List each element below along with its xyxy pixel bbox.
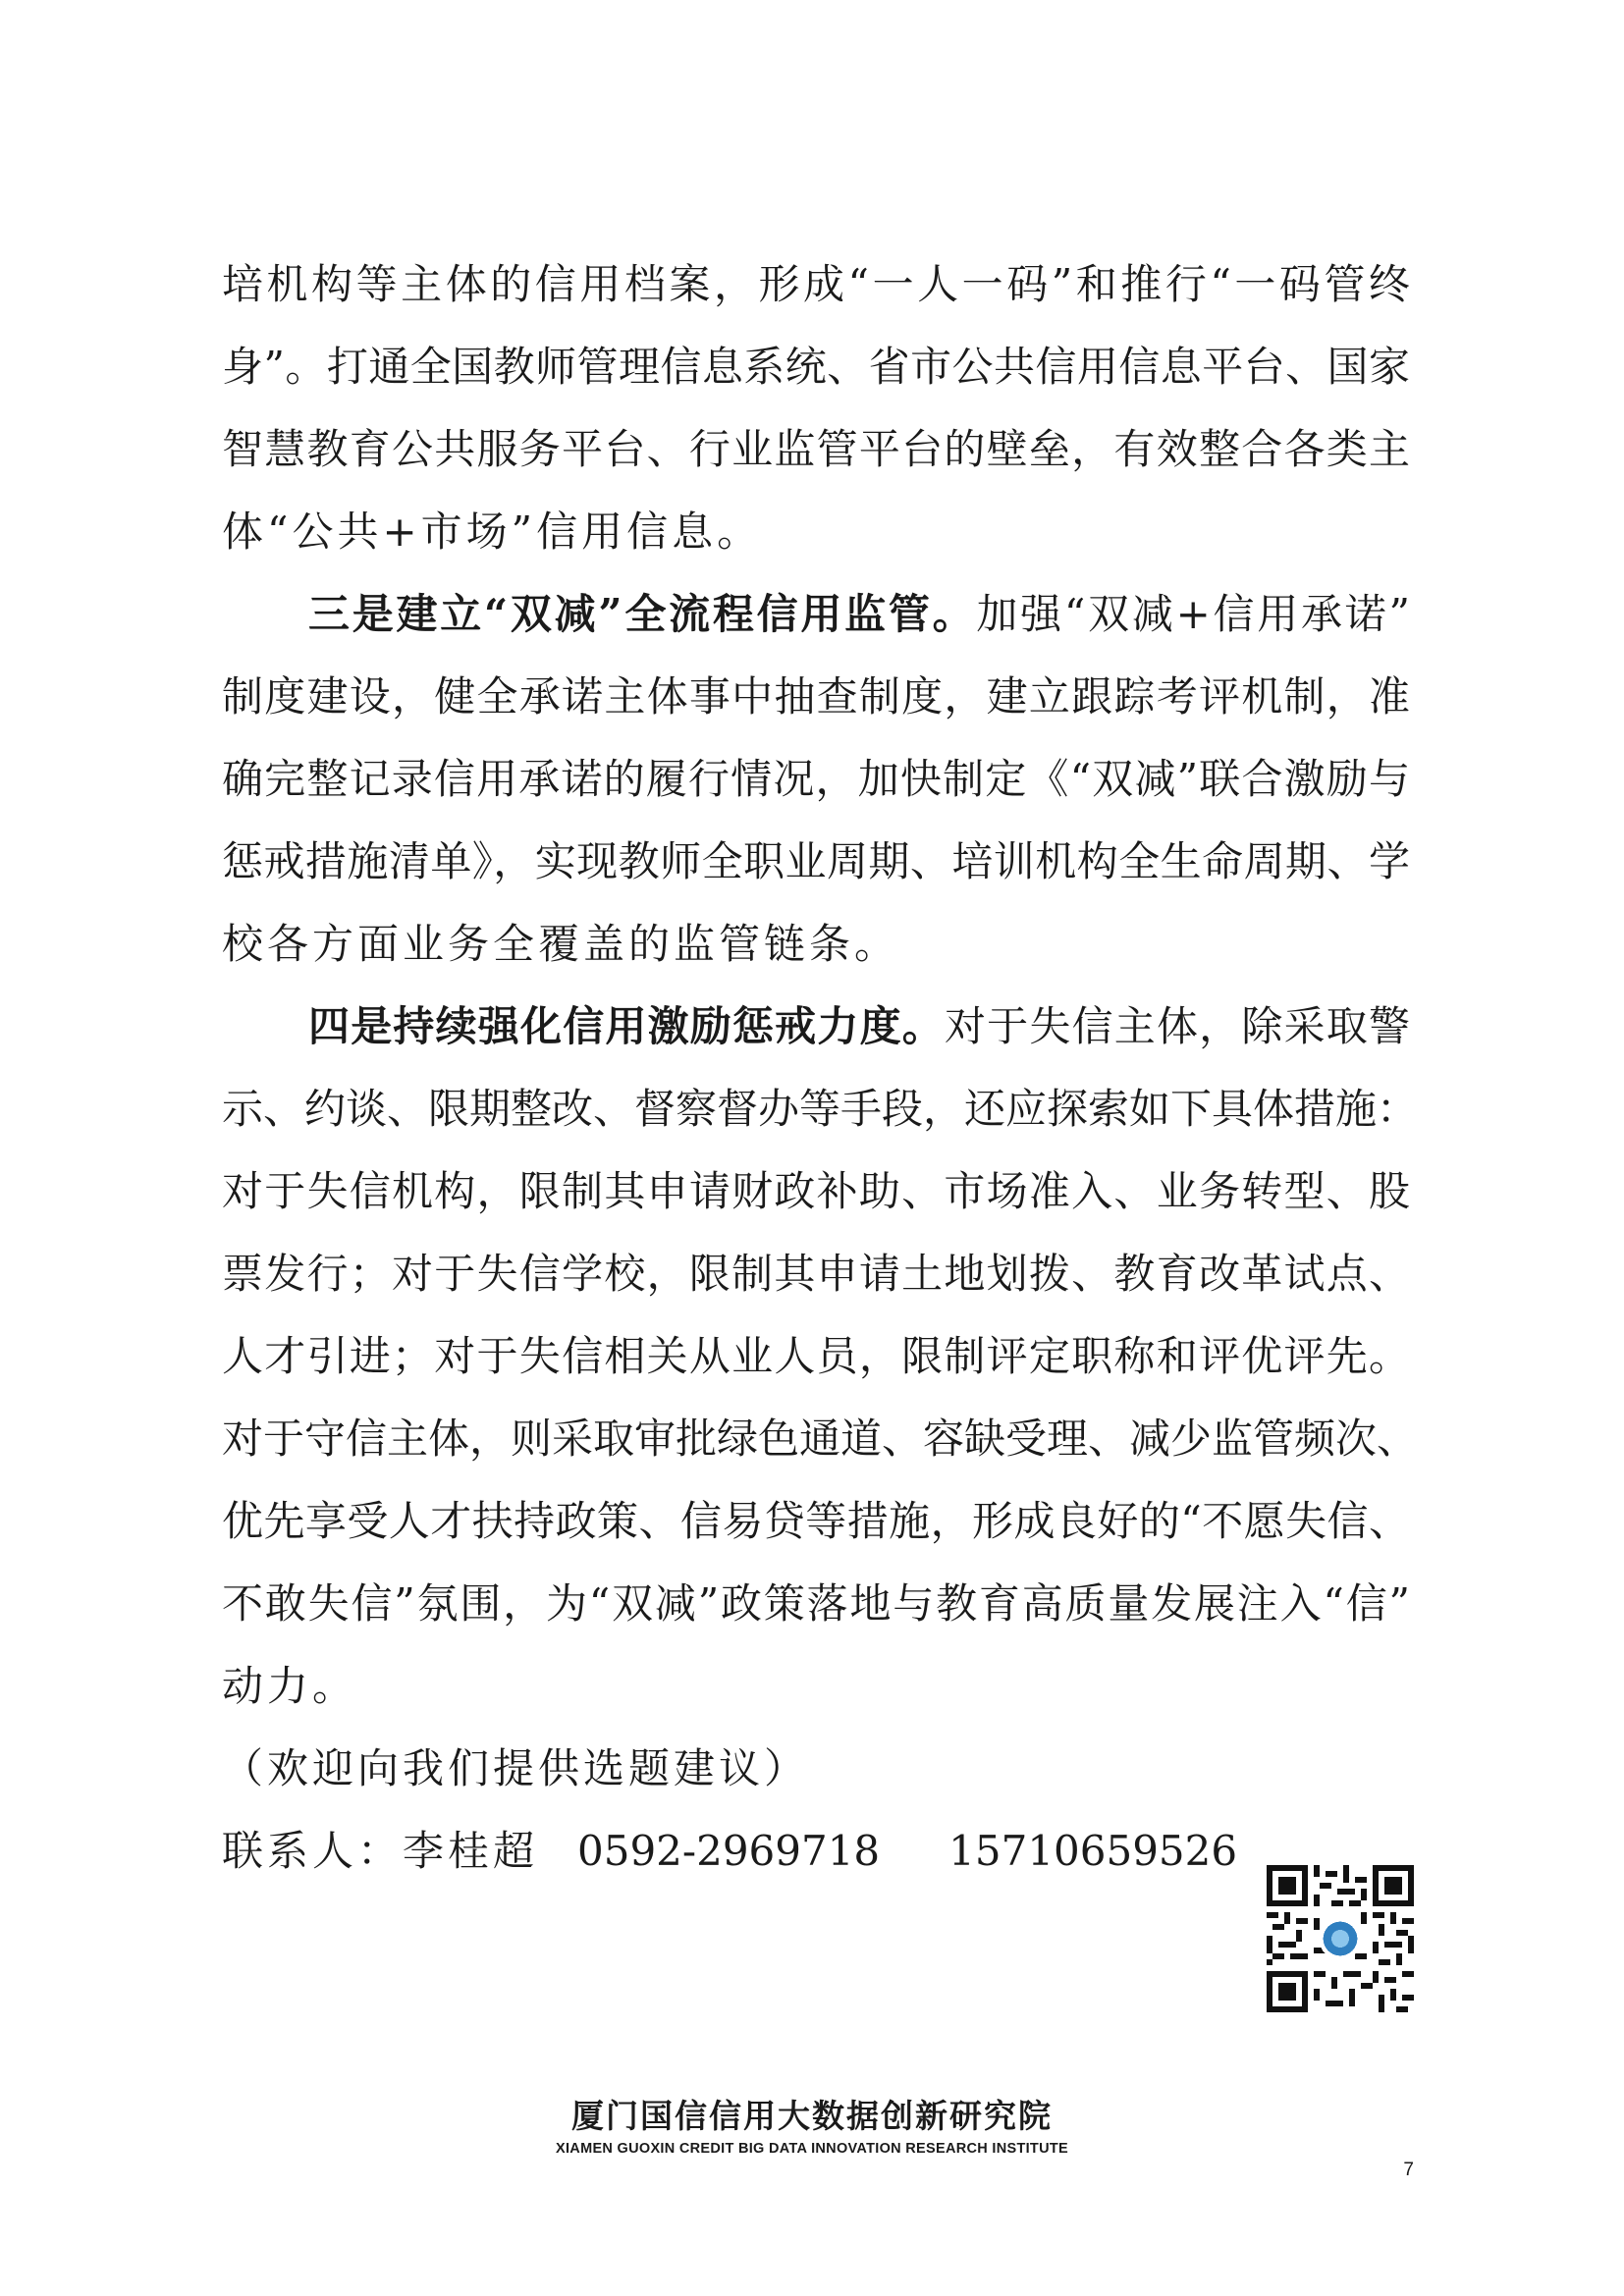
text-line: 确完整记录信用承诺的履行情况，加快制定《“双减”联合激励与	[222, 755, 1410, 803]
text-line	[222, 986, 1410, 1068]
paragraph-credit-archive	[222, 243, 1410, 573]
paragraph-heading: 三是建立“双减”全流程信用监管。	[308, 590, 977, 638]
paragraph-heading-rest: 加强“双减+信用承诺”	[976, 590, 1410, 638]
text-line: 对于失信机构，限制其申请财政补助、市场准入、业务转型、股	[222, 1167, 1410, 1215]
topic-suggestion-note: （欢迎向我们提供选题建议）	[222, 1744, 810, 1792]
text-line: 智慧教育公共服务平台、行业监管平台的壁垒，有效整合各类主	[222, 425, 1410, 473]
text-line: 不敢失信”氛围，为“双减”政策落地与教育高质量发展注入“信”	[222, 1579, 1410, 1628]
contact-line	[222, 1810, 1410, 1893]
institute-logo	[0, 2091, 1624, 2157]
text-line: 动力。	[222, 1662, 358, 1710]
text-line: 体“公共+市场”信用信息。	[222, 507, 763, 556]
contact-phone-landline: 0592-2969718	[577, 1827, 881, 1875]
text-line: 票发行；对于失信学校，限制其申请土地划拨、教育改革试点、	[222, 1250, 1410, 1298]
text-line: 示、约谈、限期整改、督察督办等手段，还应探索如下具体措施：	[222, 1085, 1419, 1133]
paragraph-heading: 四是持续强化信用激励惩戒力度。	[308, 1002, 945, 1050]
text-line: 人才引进；对于失信相关从业人员，限制评定职称和评优评先。	[222, 1332, 1410, 1380]
paragraph-incentive-punishment	[222, 986, 1419, 1728]
text-line: 身”。打通全国教师管理信息系统、省市公共信用信息平台、国家	[222, 343, 1410, 391]
text-line: 校各方面业务全覆盖的监管链条。	[222, 920, 900, 968]
paragraph-full-process-supervision	[222, 573, 1410, 986]
document-body	[222, 243, 1419, 1893]
institute-name-en: XIAMEN GUOXIN CREDIT BIG DATA INNOVATION RESEARCH INSTITUTE	[556, 2141, 1068, 2157]
page-number: 7	[1403, 2160, 1414, 2180]
text-line: 培机构等主体的信用档案，形成“一人一码”和推行“一码管终	[222, 260, 1410, 308]
text-line	[222, 573, 1410, 656]
paragraph-heading-rest: 对于失信主体，除采取警	[944, 1002, 1410, 1050]
institute-name-cn: 厦门国信信用大数据创新研究院	[571, 2097, 1053, 2135]
contact-person: 联系人：李桂超	[222, 1827, 539, 1875]
text-line: 优先享受人才扶持政策、信易贷等措施，形成良好的“不愿失信、	[222, 1497, 1410, 1545]
qr-code-icon	[1267, 1865, 1414, 2012]
text-line: 对于守信主体，则采取审批绿色通道、容缺受理、减少监管频次、	[222, 1415, 1419, 1463]
contact-phone-mobile: 15710659526	[948, 1827, 1238, 1875]
text-line: 制度建设，健全承诺主体事中抽查制度，建立跟踪考评机制，准	[222, 672, 1410, 721]
text-line: 惩戒措施清单》，实现教师全职业周期、培训机构全生命周期、学	[222, 837, 1410, 885]
